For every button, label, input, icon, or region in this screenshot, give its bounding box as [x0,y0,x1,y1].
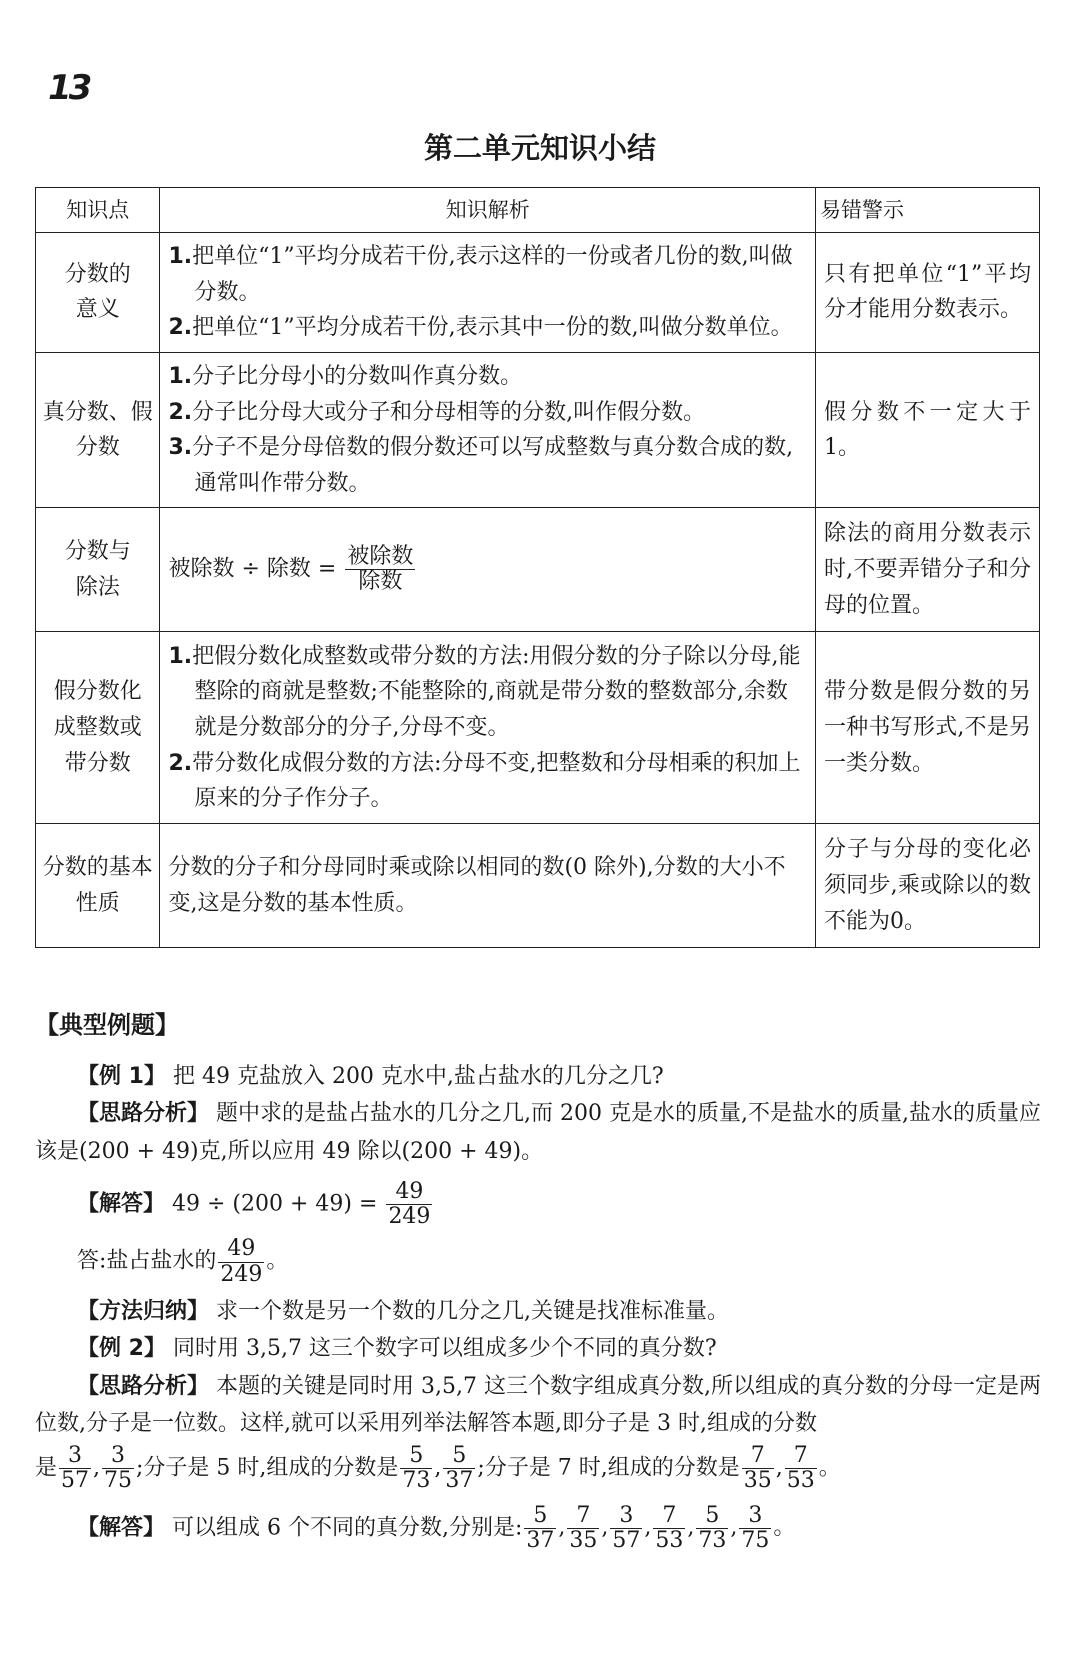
row-analysis [160,508,816,632]
formula-fraction: $\frac{\text{被除数}}{\text{除数}}$ [347,544,414,595]
list-item: 2.带分数化成假分数的方法:分母不变,把整数和分母相乘的积加上原来的分子作分子。 [168,750,801,812]
section-title: 【典型例题】 [35,1011,179,1039]
row-analysis [160,632,816,824]
header-warning: 易错警示 [815,188,1039,233]
example1-method: 【方法归纳】 求一个数是另一个数的几分之几,关键是找准标准量。 [77,1298,730,1324]
answer-fraction: $\frac{5}{37}$ [526,1502,555,1553]
answer-fraction: $\frac{3}{57}$ [612,1502,641,1553]
example1-reply: 答:盐占盐水的 $\frac{49}{249}$ 。 [77,1236,289,1287]
row-warning: 假分数不一定大于1。 [815,352,1039,508]
answer-fraction: $\frac{7}{35}$ [569,1502,598,1553]
example2-fraction-line: 是 $\frac{3}{57}$ , $\frac{3}{75}$ ;分子是 5 时,组成的分数是 $\frac{5}{73}$ , $\frac{5}{37}$ ;分子是 7 时,组成的分数是 $\frac{7}{35}$ , $\frac{7}{53}$ 。 [35,1443,841,1494]
answer-fraction: $\frac{3}{75}$ [741,1502,770,1553]
table-row [36,352,1040,508]
example1-analysis: 【思路分析】 题中求的是盐占盐水的几分之几,而 200 克是水的质量,不是盐水的质量,盐水的质量应该是(200 + 49)克,所以应用 49 除以(200 + 49)。 [35,1101,1041,1164]
examples-section [35,1005,1045,1553]
page-number: 13 [48,68,90,108]
row-analysis [160,352,816,508]
table-row [36,508,1040,632]
header-analysis: 知识解析 [160,188,816,233]
row-topic: 分数的基本性质 [36,824,160,948]
page-title: 第二单元知识小结 [423,131,656,165]
row-warning: 分子与分母的变化必须同步,乘或除以的数不能为0。 [815,824,1039,948]
answer-fraction: $\frac{7}{53}$ [655,1502,684,1553]
example1-question: 【例 1】 把 49 克盐放入 200 克水中,盐占盐水的几分之几? [77,1063,664,1089]
row-topic: 假分数化成整数或带分数 [36,632,160,824]
list-item: 1.把单位“1”平均分成若干份,表示这样的一份或者几份的数,叫做分数。 [168,244,793,305]
header-topic: 知识点 [36,188,160,233]
answer-fractions: $\frac{5}{37}$ , $\frac{7}{35}$ , $\frac{3}{57}$ , $\frac{7}{53}$ , $\frac{5}{73}$ , $\frac{3}{75}$ 。 [526,1502,796,1553]
answer-fraction: $\frac{5}{73}$ [698,1502,727,1553]
knowledge-summary-table [35,187,1040,948]
row-analysis [160,233,816,353]
table-row [36,824,1040,948]
list-item: 1.分子比分母小的分数叫作真分数。 [168,363,523,389]
table-header-row [36,188,1040,233]
table-row [36,233,1040,353]
list-item: 2.分子比分母大或分子和分母相等的分数,叫作假分数。 [168,399,706,425]
row-warning: 除法的商用分数表示时,不要弄错分子和分母的位置。 [815,508,1039,632]
example2-question: 【例 2】 同时用 3,5,7 这三个数字可以组成多少个不同的真分数? [77,1336,717,1362]
row-analysis: 分数的分子和分母同时乘或除以相同的数(0 除外),分数的大小不变,这是分数的基本性质。 [160,824,816,948]
formula-left: 被除数 ÷ 除数 = [168,556,337,582]
example1-answer: 【解答】 49 ÷ (200 + 49) = $\frac{49}{249}$ [77,1178,431,1230]
example2-answer: 【解答】 可以组成 6 个不同的真分数,分别是: $\frac{5}{37}$ , $\frac{7}{35}$ , $\frac{3}{57}$ , $\frac{7}{53}$ , $\frac{5}{73}$ , $\frac{3}{75}$ 。 [77,1502,796,1553]
row-warning: 带分数是假分数的另一种书写形式,不是另一类分数。 [815,632,1039,824]
table-row [36,632,1040,824]
row-topic: 分数的意义 [36,233,160,353]
row-warning: 只有把单位“1”平均分才能用分数表示。 [815,233,1039,353]
row-topic: 真分数、假分数 [36,352,160,508]
list-item: 1.把假分数化成整数或带分数的方法:用假分数的分子除以分母,能整除的商就是整数;不能整除的,商就是带分数的整数部分,余数就是分数部分的分子,分母不变。 [168,643,801,741]
row-topic: 分数与除法 [36,508,160,632]
list-item: 3.分子不是分母倍数的假分数还可以写成整数与真分数合成的数,通常叫作带分数。 [168,435,794,496]
example2-analysis: 【思路分析】 本题的关键是同时用 3,5,7 这三个数字组成真分数,所以组成的真分数的分母一定是两位数,分子是一位数。这样,就可以采用列举法解答本题,即分子是 3 时,组成的分数 [35,1373,1041,1436]
list-item: 2.把单位“1”平均分成若干份,表示其中一份的数,叫做分数单位。 [168,315,793,341]
